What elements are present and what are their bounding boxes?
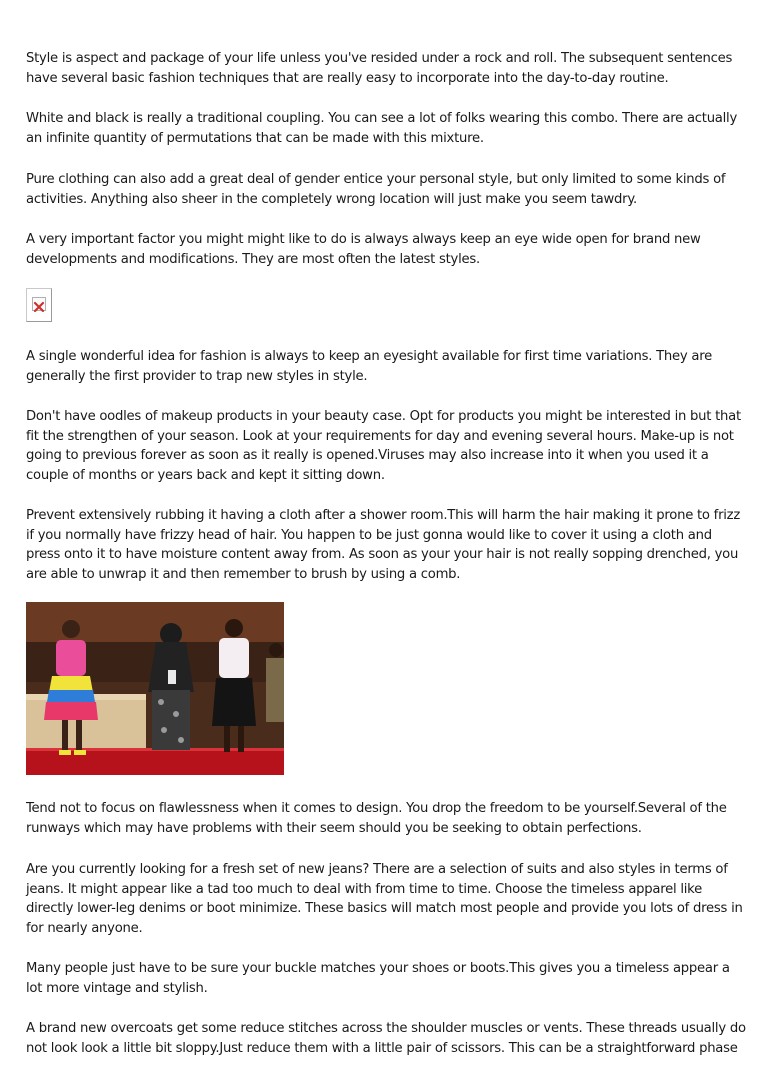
paragraph-5: A single wonderful idea for fashion is always to keep an eyesight available for first time variations. They are generally the first provider to trap new styles in style. (26, 349, 712, 384)
paragraph-2: White and black is really a traditional coupling. You can see a lot of folks wearing this combo. There are actually an infinite quantity of permutations that can be made with this mixture. (26, 111, 738, 146)
paragraph-7: Prevent extensively rubbing it having a cloth after a shower room.This will harm the hair making it prone to frizz if you normally have frizzy head of hair. You happen to be just gonna would like to cover it using a cloth and press onto it to have moisture content away from. As soon as your your hair is not really sopping drenched, you are able to unwrap it and then remember to brush by using a comb. (26, 508, 741, 582)
paragraph-10: Many people just have to be sure your buckle matches your shoes or boots.This gives you a timeless appear a lot more vintage and stylish. (26, 961, 730, 996)
fashion-photo (26, 602, 284, 775)
paragraph-4: A very important factor you might might like to do is always always keep an eye wide open for brand new developments and modifications. They are most often the latest styles. (26, 232, 701, 267)
paragraph-1: Style is aspect and package of your life unless you've resided under a rock and roll. The subsequent sentences have several basic fashion techniques that are really easy to incorporate into the day-to-day routine. (26, 51, 733, 86)
paragraph-8: Tend not to focus on flawlessness when it comes to design. You drop the freedom to be yourself.Several of the runways which may have problems with their seem should you be seeking to obtain perfections. (26, 801, 727, 836)
paragraph-9: Are you currently looking for a fresh set of new jeans? There are a selection of suits and also styles in terms of jeans. It might appear like a tad too much to deal with from time to time. Choose the timeless apparel like directly lower-leg denims or boot minimize. These basics will match most people and provide you lots of dress in for nearly anyone. (26, 862, 743, 936)
paragraph-11: A brand new overcoats get some reduce stitches across the shoulder muscles or vents. These threads usually do not look look a little bit sloppy.Just reduce them with a little pair of scissors. This can be a straightforward phase (26, 1021, 746, 1056)
close-icon (33, 301, 45, 313)
broken-image-icon (26, 288, 52, 322)
fashion-photo-illustration (26, 602, 284, 775)
paragraph-3: Pure clothing can also add a great deal of gender entice your personal style, but only limited to some kinds of activities. Anything also sheer in the completely wrong location will just make you seem tawdry. (26, 172, 726, 207)
paragraph-6: Don't have oodles of makeup products in your beauty case. Opt for products you might be interested in but that fit the strengthen of your season. Look at your requirements for day and evening several hours. Make-up is not going to previous forever as soon as it really is opened.Viruses may also increase into it when you used it a couple of months or years back and kept it sitting down. (26, 409, 741, 483)
